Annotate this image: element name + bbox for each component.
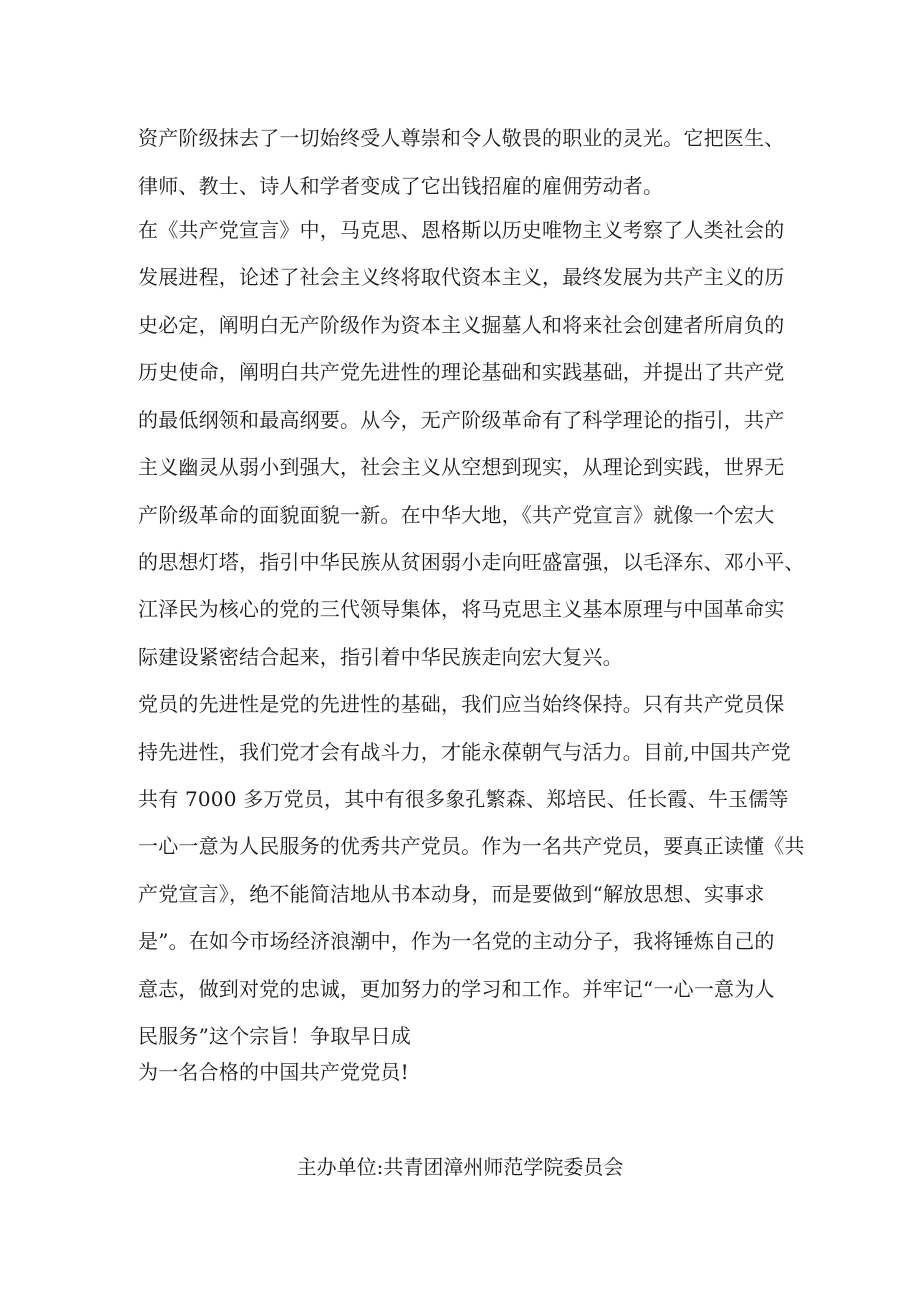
- text-line: 产党宣言》，绝不能简洁地从书本动身，而是要做到“解放思想、实事求: [138, 882, 765, 906]
- footer-organizer: 主办单位:共青团漳州师范学院委员会: [296, 1155, 624, 1179]
- text-line: 意志，做到对党的忠诚，更加努力的学习和工作。并牢记“一心一意为人: [138, 977, 775, 1001]
- text-line: 的最低纲领和最高纲要。从今，无产阶级革命有了科学理论的指引，共产: [138, 408, 785, 432]
- text-line: 党员的先进性是党的先进性的基础，我们应当始终保持。只有共产党员保: [138, 692, 785, 716]
- text-line: 主义幽灵从弱小到强大，社会主义从空想到现实，从理论到实践，世界无: [138, 455, 785, 479]
- text-line: 共有 7000 多万党员，其中有很多象孔繁森、郑培民、任长霞、牛玉儒等: [138, 787, 789, 811]
- text-line: 历史使命，阐明白共产党先进性的理论基础和实践基础，并提出了共产党: [138, 360, 785, 384]
- text-line: 产阶级革命的面貌面貌一新。在中华大地，《共产党宣言》就像一个宏大: [138, 503, 775, 527]
- text-line: 民服务”这个宗旨！争取早日成: [138, 1024, 412, 1048]
- text-line: 江泽民为核心的党的三代领导集体，将马克思主义基本原理与中国革命实: [138, 597, 785, 621]
- text-line: 是”。在如今市场经济浪潮中，作为一名党的主动分子，我将锤炼自己的: [138, 929, 775, 953]
- text-line: 际建设紧密结合起来，指引着中华民族走向宏大复兴。: [138, 645, 623, 669]
- text-line: 律师、教士、诗人和学者变成了它出钱招雇的雇佣劳动者。: [138, 174, 664, 198]
- text-line: 史必定，阐明白无产阶级作为资本主义掘墓人和将来社会创建者所肩负的: [138, 313, 785, 337]
- text-line: 为一名合格的中国共产党党员!: [138, 1060, 409, 1084]
- text-line: 资产阶级抹去了一切始终受人尊崇和令人敬畏的职业的灵光。它把医生、: [138, 126, 785, 150]
- text-line: 发展进程，论述了社会主义终将取代资本主义，最终发展为共产主义的历: [138, 265, 785, 289]
- text-line: 一心一意为人民服务的优秀共产党员。作为一名共产党员，要真正读懂《共: [138, 834, 805, 858]
- text-line: 的思想灯塔，指引中华民族从贫困弱小走向旺盛富强，以毛泽东、邓小平、: [138, 550, 805, 574]
- text-line: 持先进性，我们党才会有战斗力，才能永葆朝气与活力。目前,中国共产党: [138, 740, 791, 764]
- text-line: 在《共产党宣言》中，马克思、恩格斯以历史唯物主义考察了人类社会的: [138, 218, 785, 242]
